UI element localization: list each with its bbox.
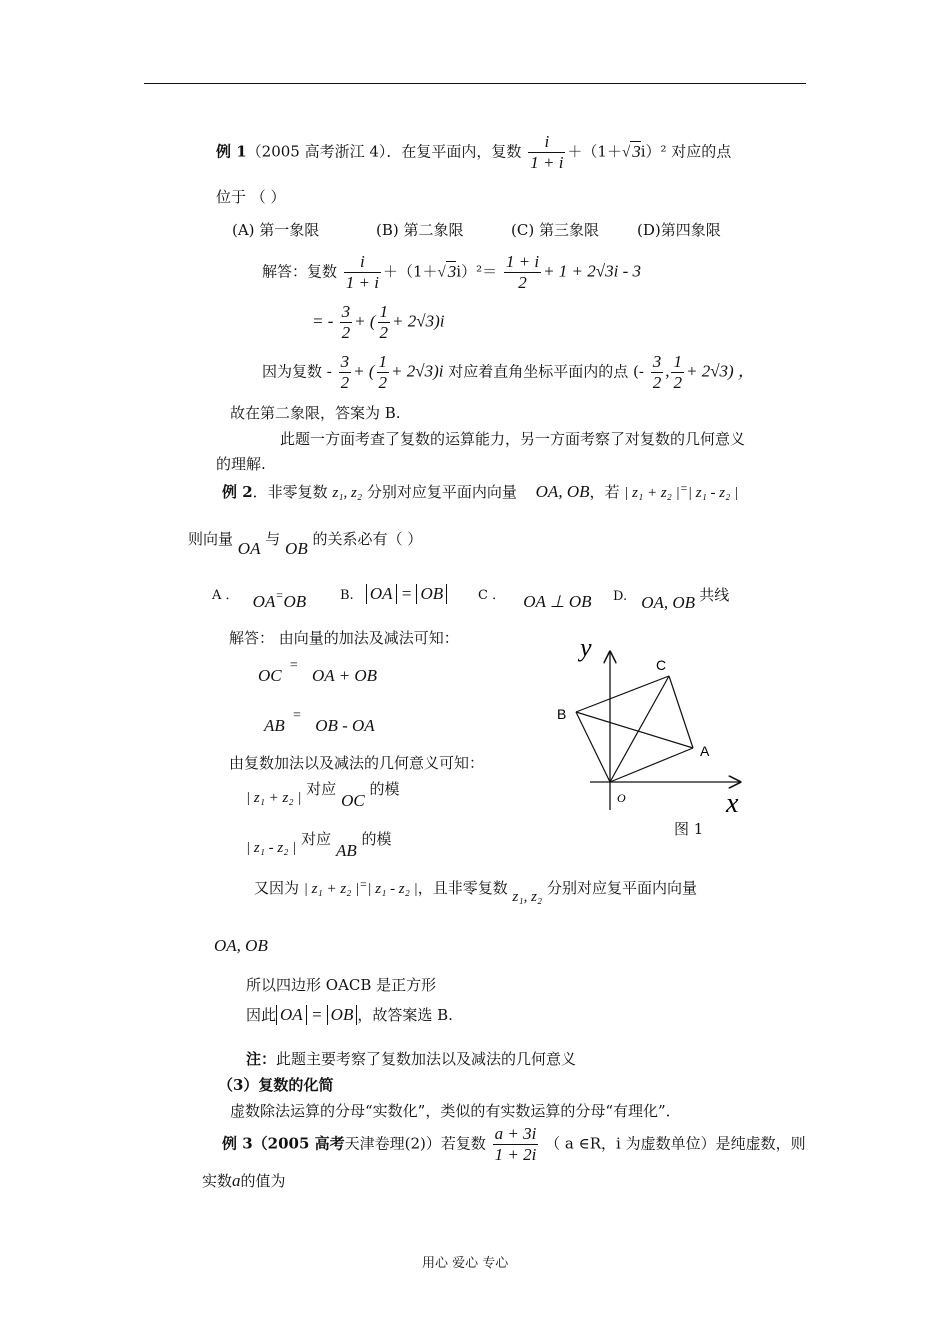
x-label: x: [726, 788, 739, 819]
therefore: 因此 OA = OB ，故答案选 B.: [246, 1005, 453, 1024]
example-1-line2: 位于 （ ）: [216, 188, 286, 206]
figure-caption: 图 1: [674, 820, 704, 838]
sqrt-3: 3: [632, 141, 641, 161]
eq-oc: OC = OA + OB: [258, 658, 378, 685]
a-label: A: [700, 743, 710, 759]
so-square: 所以四边形 OACB 是正方形: [246, 976, 437, 994]
option-d: (D)第四象限: [637, 221, 721, 239]
and-because: 又因为 | z₁ + z₂ |=| z₁ - z₂ |，且非零复数 z₁, z₂ 分别对应复平面内向量: [254, 877, 697, 905]
ex2-option-b: B. OA = OB: [340, 584, 447, 604]
example-3-line2: 实数a的值为: [202, 1171, 286, 1190]
y-label: y: [580, 633, 592, 662]
example-1-line1: 例 1（2005 高考浙江 4）．在复平面内，复数 $\frac{i}{1 + i}$ ＋（1＋√ 3i）² 对应的点: [216, 132, 732, 172]
solution-2-intro: 解答： 由向量的加法及减法可知：: [229, 629, 459, 647]
edge-oa: [610, 748, 693, 782]
fraction-i-over-1-plus-i: $\frac{i}{1 + i}$: [530, 132, 564, 172]
mod-sum: | z₁ + z₂ | 对应 OC 的模: [246, 780, 400, 810]
section-3-heading: （3）复数的化简: [218, 1076, 334, 1094]
comment-1-line1: 此题一方面考查了复数的运算能力，另一方面考察了对复数的几何意义: [280, 430, 746, 448]
footer: 用心 爱心 专心: [422, 1256, 509, 1271]
option-b: (B) 第二象限: [376, 221, 464, 239]
example-1-title: 例 1: [216, 142, 247, 161]
eq-ab: AB = OB - OA: [264, 708, 375, 735]
solution-1-line2: = - $\frac{3}{2}$ + ( $\frac{1}{2}$ + 2√3)i: [312, 302, 445, 342]
i-squared-text: i）² 对应的点: [640, 142, 732, 161]
solution-1-line3: 因为复数 - $\frac{3}{2}$ + ( $\frac{1}{2}$ + 2√3)i 对应着直角坐标平面内的点 (- $\frac{3}{2}$ , $\frac{1}{2}$ + 2√3) ，: [262, 352, 755, 392]
conclusion-1: 故在第二象限，答案为 B.: [230, 404, 401, 422]
option-a: (A) 第一象限: [232, 221, 320, 239]
option-c: (C) 第三象限: [511, 221, 599, 239]
solution-1-line1: 解答：复数 $\frac{i}{1 + i}$ ＋（1＋√ 3i）²＝ $\frac{1 + i}{2}$ + 1 + 2√3i - 3: [262, 252, 641, 292]
example-2-line1: 例 2．非零复数 z₁, z₂ 分别对应复平面内向量 OA, OB，若 | z₁ + z₂ |=| z₁ - z₂ |: [222, 481, 739, 501]
o-label: O: [617, 791, 626, 805]
example-3-line1: 例 3（2005 高考天津卷理(2)）若复数 $\frac{a + 3i}{1 + 2i}$ （ a ∈R，i 为虚数单位）是纯虚数，则: [222, 1124, 806, 1164]
example-1-source: （2005 高考浙江 4）．在复平面内，复数: [246, 142, 522, 161]
oa-ob-vectors: OA, OB: [214, 936, 268, 955]
section-3-body: 虚数除法运算的分母“实数化”，类似的有实数运算的分母“有理化”．: [230, 1102, 681, 1120]
ex2-option-d: D. OA, OB 共线: [613, 586, 730, 612]
diag-ab: [576, 712, 693, 748]
geo-meaning: 由复数加法以及减法的几何意义可知：: [229, 754, 485, 772]
edge-ob: [576, 712, 610, 782]
figure-1: [540, 630, 780, 840]
ex2-option-c: C ． OA ⊥ OB: [478, 588, 592, 611]
example-2-line2: 则向量 OA 与 OB 的关系必有（ ）: [188, 530, 423, 558]
edge-ac: [669, 676, 693, 748]
plus-part: ＋（1＋: [567, 142, 622, 161]
c-label: C: [656, 657, 667, 673]
b-label: B: [557, 706, 567, 722]
header-rule: [144, 83, 806, 84]
diag-oc: [610, 676, 669, 782]
note: 注：此题主要考察了复数加法以及减法的几何意义: [246, 1050, 577, 1068]
comment-1-line2: 的理解.: [216, 455, 266, 473]
edge-bc: [576, 676, 669, 712]
mod-diff: | z₁ - z₂ | 对应 AB 的模: [246, 830, 392, 860]
ex2-option-a: A ． OA=OB: [212, 588, 307, 611]
